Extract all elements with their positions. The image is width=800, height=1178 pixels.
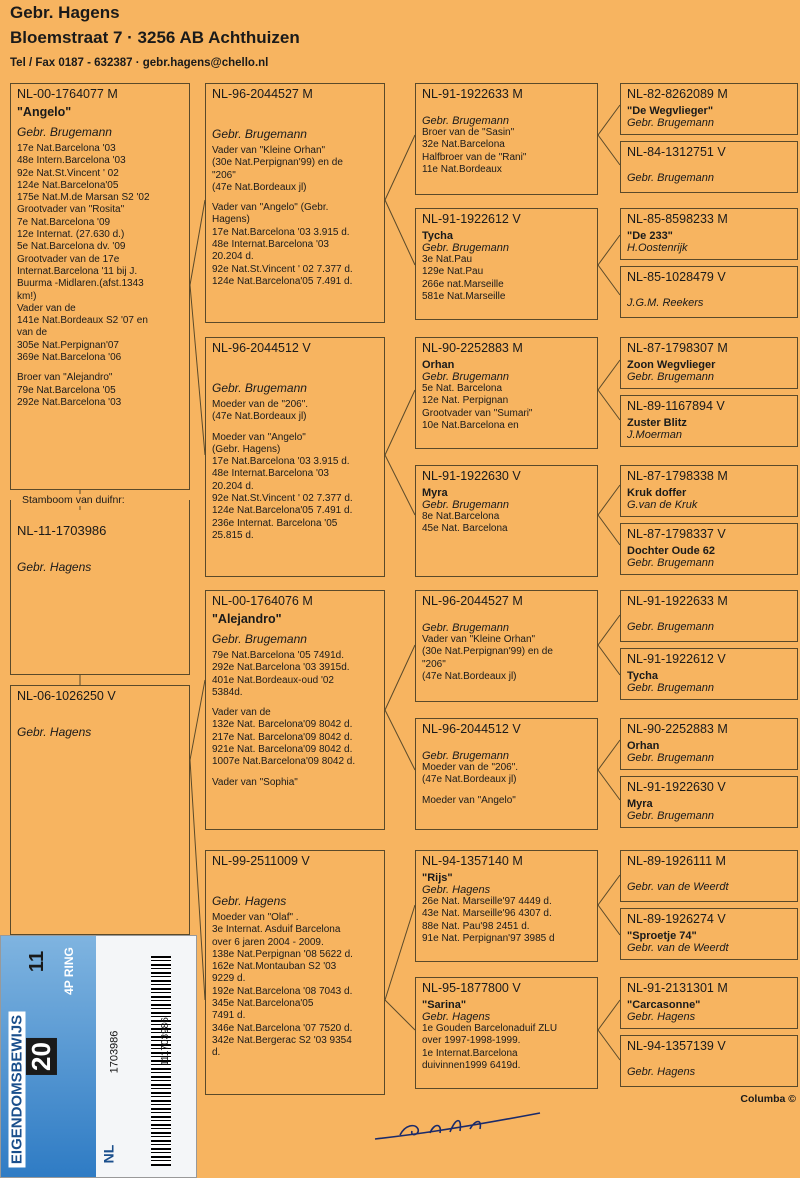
result-line: "206" — [212, 169, 236, 181]
header-address: Bloemstraat 7 · 3256 AB Achthuizen — [10, 28, 300, 47]
footer-credit: Columba © — [740, 1093, 796, 1105]
result-line: Grootvader van "Rosita" — [17, 204, 125, 216]
result-line: 20.204 d. — [212, 480, 254, 492]
result-line: 17e Nat.Barcelona '03 — [17, 143, 116, 154]
great-grandparent-box — [415, 850, 598, 962]
result-line: Vader van "Kleine Orhan" — [422, 634, 536, 645]
card-country: NL — [100, 1144, 117, 1164]
result-line: 236e Internat. Barcelona '05 — [212, 517, 338, 529]
pigeon-name: "De 233" — [627, 230, 673, 242]
pigeon-name: Myra — [627, 798, 653, 810]
result-line: 9229 d. — [212, 973, 246, 985]
breeder-name: Gebr. Brugemann — [212, 632, 307, 646]
father-name: "Angelo" — [17, 105, 72, 119]
result-line: Moeder van de "206". — [422, 762, 519, 773]
result-line: 1e Gouden Barcelonaduif ZLU — [422, 1023, 558, 1034]
result-line: 7491 d. — [212, 1010, 246, 1022]
result-line: 3e Internat. Asduif Barcelona — [212, 924, 341, 936]
result-line: Broer van "Alejandro" — [17, 372, 113, 384]
ggp-box — [620, 337, 798, 389]
great-grandparent-box — [415, 337, 598, 449]
ring-number: NL-94-1357140 M — [422, 854, 523, 868]
breeder-name: Gebr. Brugemann — [627, 752, 715, 764]
breeder-name: Gebr. Brugemann — [422, 242, 510, 254]
result-line: (47e Nat.Bordeaux jl) — [212, 181, 307, 193]
result-line: Moeder van de "206". — [212, 399, 309, 410]
result-line: 3e Nat.Pau — [422, 254, 473, 265]
result-line: 48e Intern.Barcelona '03 — [17, 155, 126, 167]
result-line: 92e Nat.St.Vincent ' 02 7.377 d. — [212, 263, 353, 275]
result-line: 92e Nat.St.Vincent ' 02 7.377 d. — [212, 493, 353, 505]
breeder-name: Gebr. Brugemann — [627, 371, 715, 383]
pigeon-name: Tycha — [422, 230, 453, 242]
result-line: Moeder van "Angelo" — [212, 431, 306, 443]
ring-number: NL-89-1926274 V — [627, 912, 726, 926]
breeder-name: Gebr. Hagens — [212, 894, 287, 908]
ggp-box — [620, 266, 798, 318]
result-line: 292e Nat.Barcelona '03 3915d. — [212, 662, 350, 674]
result-line: 17e Nat.Barcelona '03 3.915 d. — [212, 456, 350, 468]
result-line: Grootvader van "Sumari" — [422, 407, 533, 419]
result-line: 217e Nat. Barcelona'09 8042 d. — [212, 731, 353, 743]
ring-number: NL-91-1922612 V — [422, 212, 521, 226]
result-line: 141e Nat.Bordeaux S2 '07 en — [17, 315, 148, 327]
result-line: 132e Nat. Barcelona'09 8042 d. — [212, 719, 353, 731]
breeder-name: Gebr. Hagens — [422, 1011, 491, 1023]
great-grandparent-box — [415, 718, 598, 830]
result-line: 5384d. — [212, 686, 243, 698]
result-line: 12e Internat. (27.630 d.) — [17, 229, 125, 241]
card-year-b: 11 — [26, 950, 49, 973]
subject-box — [10, 500, 190, 675]
result-line: 26e Nat. Marseille'97 4449 d. — [422, 896, 552, 907]
result-line: 346e Nat.Barcelona '07 7520 d. — [212, 1022, 353, 1034]
ggp-box — [620, 83, 798, 135]
card-barcode-number: 111703986 — [159, 1017, 171, 1066]
ggp-box — [620, 465, 798, 517]
breeder-name: Gebr. van de Weerdt — [627, 942, 729, 954]
result-line: Hagens) — [212, 214, 250, 226]
result-line: (47e Nat.Bordeaux jl) — [422, 670, 517, 682]
pigeon-name: Zuster Blitz — [627, 417, 687, 429]
result-line: 292e Nat.Barcelona '03 — [17, 396, 122, 408]
subject-ring: NL-11-1703986 — [17, 523, 107, 538]
ggp-box — [620, 776, 798, 828]
result-line: Moeder van "Angelo" — [422, 794, 516, 806]
result-line — [212, 424, 378, 432]
result-line: 342e Nat.Bergerac S2 '03 9354 — [212, 1034, 352, 1046]
ring-number: NL-94-1357139 V — [627, 1039, 726, 1053]
result-line: 17e Nat.Barcelona '03 3.915 d. — [212, 226, 350, 238]
ggp-box — [620, 523, 798, 575]
ring-number: NL-91-1922630 V — [627, 780, 726, 794]
ring-number: NL-96-2044527 M — [422, 594, 523, 608]
ring-number: NL-95-1877800 V — [422, 981, 521, 995]
card-subtitle: 4P RING — [61, 947, 76, 995]
result-line: Moeder van "Olaf" . — [212, 912, 299, 923]
result-line: van de — [17, 327, 48, 339]
result-line: (Gebr. Hagens) — [212, 443, 281, 455]
breeder-name: Gebr. Hagens — [627, 1011, 696, 1023]
result-line: Vader van de — [212, 707, 271, 719]
ring-number: NL-91-1922633 M — [627, 594, 728, 608]
result-line: 20.204 d. — [212, 251, 254, 263]
great-grandparent-box — [415, 208, 598, 320]
ring-number: NL-84-1312751 V — [627, 145, 726, 159]
ring-number: NL-87-1798307 M — [627, 341, 728, 355]
breeder-name: J.G.M. Reekers — [627, 297, 704, 309]
result-line: Vader van de — [17, 302, 76, 314]
breeder-name: Gebr. Brugemann — [627, 172, 715, 184]
great-grandparent-box — [415, 590, 598, 702]
ring-number: NL-89-1926111 M — [627, 854, 726, 868]
result-line: duivinnen1999 6419d. — [422, 1059, 521, 1071]
result-line: 7e Nat.Barcelona '09 — [17, 216, 111, 228]
great-grandparent-box — [415, 977, 598, 1089]
ring-number: NL-91-2131301 M — [627, 981, 728, 995]
result-line: 266e nat.Marseille — [422, 278, 504, 290]
grandparent-box — [205, 83, 385, 323]
ggp-box — [620, 908, 798, 960]
ring-number: NL-89-1167894 V — [627, 399, 725, 413]
ggp-box — [620, 395, 798, 447]
breeder-name: Gebr. Brugemann — [627, 117, 715, 129]
pigeon-name: "Sarina" — [422, 999, 467, 1011]
result-line: 345e Nat.Barcelona'05 — [212, 998, 314, 1010]
result-line: 192e Nat.Barcelona '08 7043 d. — [212, 985, 353, 997]
breeder-name: J.Moerman — [627, 429, 683, 441]
ring-number: NL-90-2252883 M — [627, 722, 728, 736]
breeder-name: Gebr. Brugemann — [422, 499, 510, 511]
breeder-name: H.Oostenrijk — [627, 242, 688, 254]
ring-number: NL-91-1922633 M — [422, 87, 523, 101]
card-year-a: 20 — [26, 1038, 57, 1075]
result-line: Broer van de "Sasin" — [422, 127, 515, 138]
result-line: 48e Internat.Barcelona '03 — [212, 239, 329, 251]
result-line: 401e Nat.Bordeaux-oud '02 — [212, 674, 334, 686]
result-line: 8e Nat.Barcelona — [422, 511, 500, 522]
pigeon-name: Zoon Wegvlieger — [627, 359, 716, 371]
breeder-name: Gebr. van de Weerdt — [627, 881, 729, 893]
result-line: Vader van "Kleine Orhan" — [212, 145, 326, 156]
grandparent-box — [205, 590, 385, 830]
result-line: Grootvader van de 17e — [17, 253, 120, 265]
result-line: 25.815 d. — [212, 529, 254, 541]
breeder-name: Gebr. Brugemann — [627, 557, 715, 569]
ggp-box — [620, 718, 798, 770]
breeder-name: G.van de Kruk — [627, 499, 698, 511]
ring-number: NL-91-1922630 V — [422, 469, 521, 483]
result-line: 79e Nat.Barcelona '05 7491d. — [212, 650, 345, 661]
result-line: 124e Nat.Barcelona'05 7.491 d. — [212, 505, 353, 517]
result-line: 48e Internat.Barcelona '03 — [212, 468, 329, 480]
result-line: over 6 jaren 2004 - 2009. — [212, 936, 324, 948]
result-line — [17, 364, 183, 372]
breeder-name: Gebr. Brugemann — [422, 371, 510, 383]
result-line: (47e Nat.Bordeaux jl) — [422, 774, 517, 786]
breeder-name: Gebr. Brugemann — [212, 381, 307, 395]
result-line: 5e Nat.Barcelona dv. '09 — [17, 241, 126, 253]
result-line: 138e Nat.Perpignan '08 5622 d. — [212, 948, 353, 960]
result-line: 11e Nat.Bordeaux — [422, 163, 502, 175]
result-line: 581e Nat.Marseille — [422, 290, 506, 302]
breeder-name: Gebr. Brugemann — [422, 622, 510, 634]
result-line: 175e Nat.M.de Marsan S2 '02 — [17, 192, 150, 204]
breeder-name: Gebr. Hagens — [627, 1066, 696, 1078]
pigeon-name: "De Wegvlieger" — [627, 105, 714, 117]
father-results — [17, 143, 183, 409]
result-line: 305e Nat.Perpignan'07 — [17, 339, 119, 351]
result-line — [212, 699, 378, 707]
pigeon-name: "Sproetje 74" — [627, 930, 697, 942]
ring-number: NL-91-1922612 V — [627, 652, 726, 666]
header-contact: Tel / Fax 0187 - 632387 · gebr.hagens@chello.nl — [10, 57, 269, 69]
result-line: km!) — [17, 290, 37, 302]
result-line: Halfbroer van de "Rani" — [422, 151, 527, 163]
result-line: over 1997-1998-1999. — [422, 1035, 521, 1047]
pigeon-name: "Alejandro" — [212, 612, 282, 626]
ring-number: NL-96-2044527 M — [212, 87, 313, 101]
result-line: 79e Nat.Barcelona '05 — [17, 384, 116, 396]
ring-number: NL-96-2044512 V — [422, 722, 521, 736]
ggp-box — [620, 590, 798, 642]
result-line: 1007e Nat.Barcelona'09 8042 d. — [212, 756, 356, 768]
ring-number: NL-82-8262089 M — [627, 87, 728, 101]
ring-number: NL-87-1798338 M — [627, 469, 728, 483]
breeder-name: Gebr. Brugemann — [422, 750, 510, 762]
result-line: 369e Nat.Barcelona '06 — [17, 352, 122, 364]
result-line: Vader van "Sophia" — [212, 776, 298, 788]
father-box — [10, 83, 190, 490]
ring-number: NL-99-2511009 V — [212, 854, 310, 868]
result-line: 45e Nat. Barcelona — [422, 523, 508, 535]
result-line: 921e Nat. Barcelona'09 8042 d. — [212, 744, 353, 756]
mother-box — [10, 685, 190, 935]
result-line: 124e Nat.Barcelona'05 7.491 d. — [212, 275, 353, 287]
great-grandparent-box — [415, 465, 598, 577]
ggp-box — [620, 208, 798, 260]
result-line: 1e Internat.Barcelona — [422, 1047, 518, 1059]
result-line: 162e Nat.Montauban S2 '03 — [212, 961, 337, 973]
ring-number: NL-85-1028479 V — [627, 270, 726, 284]
result-line: d. — [212, 1047, 221, 1059]
pigeon-name: Tycha — [627, 670, 658, 682]
result-line: (30e Nat.Perpignan'99) en de — [212, 157, 343, 169]
result-line: Buurma -Midlaren.(afst.1343 — [17, 278, 144, 290]
breeder-name: Gebr. Brugemann — [627, 621, 715, 633]
breeder-name: Gebr. Brugemann — [212, 127, 307, 141]
breeder-name: Gebr. Brugemann — [627, 810, 715, 822]
result-line — [212, 769, 378, 777]
ownership-card — [0, 935, 197, 1178]
header-name: Gebr. Hagens — [10, 3, 120, 22]
ring-number: NL-85-8598233 M — [627, 212, 728, 226]
ring-number: NL-96-2044512 V — [212, 341, 311, 355]
result-line: 129e Nat.Pau — [422, 266, 484, 278]
pigeon-name: Kruk doffer — [627, 487, 687, 499]
result-line: 32e Nat.Barcelona — [422, 139, 505, 151]
breeder-name: Gebr. Brugemann — [627, 682, 715, 694]
ggp-box — [620, 977, 798, 1029]
card-title: EIGENDOMSBEWIJS — [9, 1012, 26, 1168]
father-breeder: Gebr. Brugemann — [17, 125, 112, 139]
grandparent-box — [205, 337, 385, 577]
breeder-name: Gebr. Brugemann — [422, 115, 510, 127]
result-line: Vader van "Angelo" (Gebr. — [212, 202, 329, 214]
grandparent-box — [205, 850, 385, 1095]
result-line: 10e Nat.Barcelona en — [422, 419, 519, 431]
breeder-name: Gebr. Hagens — [422, 884, 491, 896]
result-line: Internat.Barcelona '11 bij J. — [17, 265, 138, 277]
father-ring: NL-00-1764077 M — [17, 87, 118, 101]
pigeon-name: "Rijs" — [422, 872, 453, 884]
result-line: 43e Nat. Marseille'96 4307 d. — [422, 908, 552, 920]
pigeon-name: "Carcasonne" — [627, 999, 701, 1011]
result-line: 5e Nat. Barcelona — [422, 383, 503, 394]
subject-breeder: Gebr. Hagens — [17, 560, 92, 574]
result-line: 88e Nat. Pau'98 2451 d. — [422, 920, 530, 932]
result-line — [212, 194, 378, 202]
result-line: "206" — [422, 658, 446, 670]
result-line: (47e Nat.Bordeaux jl) — [212, 411, 307, 423]
mother-ring: NL-06-1026250 V — [17, 689, 116, 703]
card-number: 1703986 — [108, 1030, 121, 1074]
ring-number: NL-87-1798337 V — [627, 527, 726, 541]
result-line: 12e Nat. Perpignan — [422, 395, 509, 407]
result-line — [422, 787, 591, 795]
ggp-box — [620, 648, 798, 700]
ggp-box — [620, 850, 798, 902]
pigeon-name: Dochter Oude 62 — [627, 545, 716, 557]
ggp-box — [620, 141, 798, 193]
signature — [370, 1105, 550, 1145]
result-line: (30e Nat.Perpignan'99) en de — [422, 646, 553, 658]
great-grandparent-box — [415, 83, 598, 195]
result-line: 92e Nat.St.Vincent ' 02 — [17, 167, 119, 179]
ring-number: NL-00-1764076 M — [212, 594, 313, 608]
pigeon-name: Orhan — [627, 740, 660, 752]
mother-breeder: Gebr. Hagens — [17, 725, 92, 739]
ggp-box — [620, 1035, 798, 1087]
ring-number: NL-90-2252883 M — [422, 341, 523, 355]
result-line: 91e Nat. Perpignan'97 3985 d — [422, 932, 555, 944]
stamboom-tag: Stamboom van duifnr: — [22, 494, 125, 506]
pigeon-name: Myra — [422, 487, 448, 499]
result-line: 124e Nat.Barcelona'05 — [17, 179, 119, 191]
pigeon-name: Orhan — [422, 359, 455, 371]
